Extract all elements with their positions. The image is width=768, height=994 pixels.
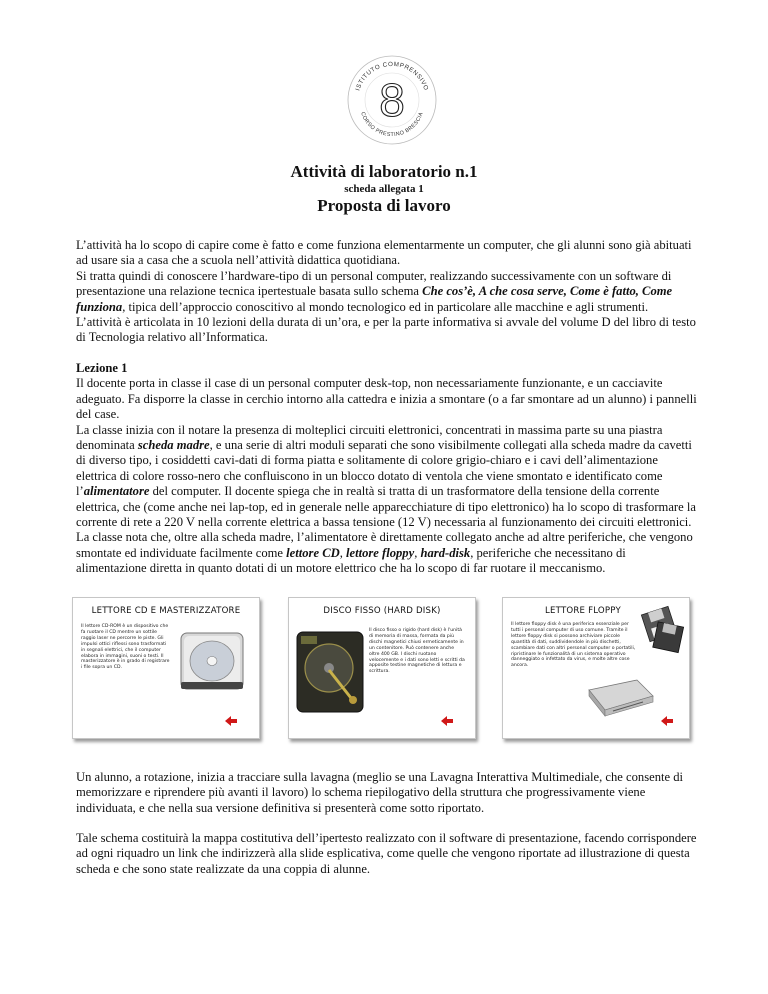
- slide-text: Il lettore floppy disk è una periferica essenziale per tutti i personal computer di uso comune. Tramite il lettore floppy disk si possono archiviare piccole quantità di dati, suddividendole in più dischetti, scambiare dati con altri personal computer o portatili, ripristinare le funzionalità di un sistema operativo danneggiato o infettato da virus, e molte altre cose ancora.: [511, 622, 636, 669]
- lesson-1-sentence-1: Il docente porta in classe il case di un personal computer desk-top, non necessariamente funzionante, e un cacciavite adeguato. Fa disporre la classe in cerchio intorno alla cattedra e inizia a smontare (o a far smontare ad un alunno) i pannelli del case.: [76, 376, 697, 422]
- slide-cd-reader: [72, 597, 260, 739]
- slide-floppy-reader: [502, 597, 690, 739]
- intro-paragraph-2: L’attività è articolata in 10 lezioni della durata di un’ora, e per la parte informativa si avvale del volume D del libro di testo di Tecnologia relativo all’Informatica.: [76, 315, 696, 345]
- lesson-1: [76, 361, 698, 577]
- lesson-1-heading: Lezione 1: [76, 361, 128, 375]
- slide-text: Il disco fisso o rigido (hard disk) è l'unità di memoria di massa, formata da più dischi magnetici chiusi ermeticamente in un contenitore. Può contenere anche oltre 400 GB. I dischi ruotano velocemente e i dati sono letti e scritti da apposite testine magnetiche di lettura e scrittura.: [369, 628, 465, 675]
- slide-title: LETTORE FLOPPY: [545, 606, 621, 616]
- hard-disk-image: [295, 628, 367, 716]
- title-block: [0, 162, 768, 216]
- logo-number: 8: [379, 74, 405, 126]
- page-subtitle: scheda allegata 1: [344, 183, 424, 195]
- school-logo: [346, 54, 438, 146]
- back-arrow-icon[interactable]: [441, 716, 453, 726]
- slide-title: DISCO FISSO (HARD DISK): [323, 606, 441, 616]
- floppy-disks-image: [639, 604, 685, 656]
- after-paragraph-1: Un alunno, a rotazione, inizia a tracciare sulla lavagna (meglio se una Lavagna Interattiva Multimediale, che consente di memorizzare e riprendere più avanti il lavoro) lo schema riepilogativo della struttura che progressivamente viene individuata, e che nella sua versione definitiva si presenterà come sotto riportato.: [76, 770, 684, 815]
- lesson-1-sentence-2: La classe inizia con il notare la presenza di molteplici circuiti elettronici, concentrati in massima parte su una piastra denominata scheda madre, e una serie di altri moduli separati che sono visibilmente collegati alla scheda madre da cavetti di diverso tipo, i cosiddetti cavi-dati di forma piatta e solitamente di colore grigio-chiaro e i cavi dell’alimentazione elettrica di colore rosso-nero che confluiscono in un blocco dotato di ventola che viene smontato e identificato come l’alimentatore del computer. Il docente spiega che in realtà si tratta di un trasformatore della tensione della corrente elettrica, che (come anche nei lap-top, ed in generale nelle apparecchiature di tipo elettronico) ha lo scopo di trasformare la corrente di rete a 220 V nella corrente elettrica a bassa tensione (12 V) necessaria al funzionamento dei circuiti elettronici. La classe nota che, oltre alla scheda madre, l’alimentatore è direttamente collegato anche ad altre periferiche, che vengono smontate ed individuate facilmente come lettore CD, lettore floppy, hard-disk, periferiche che necessitano di alimentazione diretta in quanto dotati di un motore elettrico che ha lo scopo di far ruotare il meccanismo.: [76, 422, 696, 576]
- slide-hard-disk: [288, 597, 476, 739]
- logo-text-bottom: CORSO PRESTINO BRESCIA: [359, 111, 425, 139]
- after-paragraph-2: Tale schema costituirà la mappa costitutiva dell’ipertesto realizzato con il software di presentazione, facendo corrispondere ad ogni riquadro un link che indirizzerà alla slide esplicativa, come quelle che vengono riportate ad illustrazione di questa scheda e che sono state realizzate da una coppia di alunne.: [76, 831, 697, 876]
- slide-text: Il lettore CD-ROM è un dispositivo che fa ruotare il CD mentre un sottile raggio laser ne percorre le piste. Gli impulsi ottici riflessi sono trasformati in segnali elettrici, che il computer elabora in immagini, suoni o testi. Il masterizzatore è in grado di registrare i file sopra un CD.: [81, 624, 170, 671]
- schema-emphasis: Che cos’è, A che cosa serve, Come è fatto, Come funziona: [76, 284, 673, 314]
- back-arrow-icon[interactable]: [661, 716, 673, 726]
- cd-drive-image: [175, 628, 249, 694]
- back-arrow-icon[interactable]: [225, 716, 237, 726]
- section-heading: Proposta di lavoro: [317, 196, 451, 215]
- floppy-drive-image: [583, 676, 655, 720]
- page-title: Attività di laboratorio n.1: [290, 162, 478, 181]
- intro-paragraph-1: L’attività ha lo scopo di capire come è fatto e come funziona elementarmente un computer, che gli alunni sono già abituati ad usare sia a casa che a scuola nell’attività didattica quotidiana. Si tratta quindi di conoscere l’hardware-tipo di un personal computer, realizzando successivamente con un software di presentazione una relazione tecnica ipertestuale basata sullo schema Che cos’è, A che cosa serve, Come è fatto, Come funziona, tipica dell’approccio conoscitivo al mondo tecnologico ed in particolare alle macchine e agli strumenti.: [76, 238, 692, 314]
- logo-text-top: ISTITUTO COMPRENSIVO: [354, 60, 430, 92]
- slide-title: LETTORE CD E MASTERIZZATORE: [91, 606, 241, 616]
